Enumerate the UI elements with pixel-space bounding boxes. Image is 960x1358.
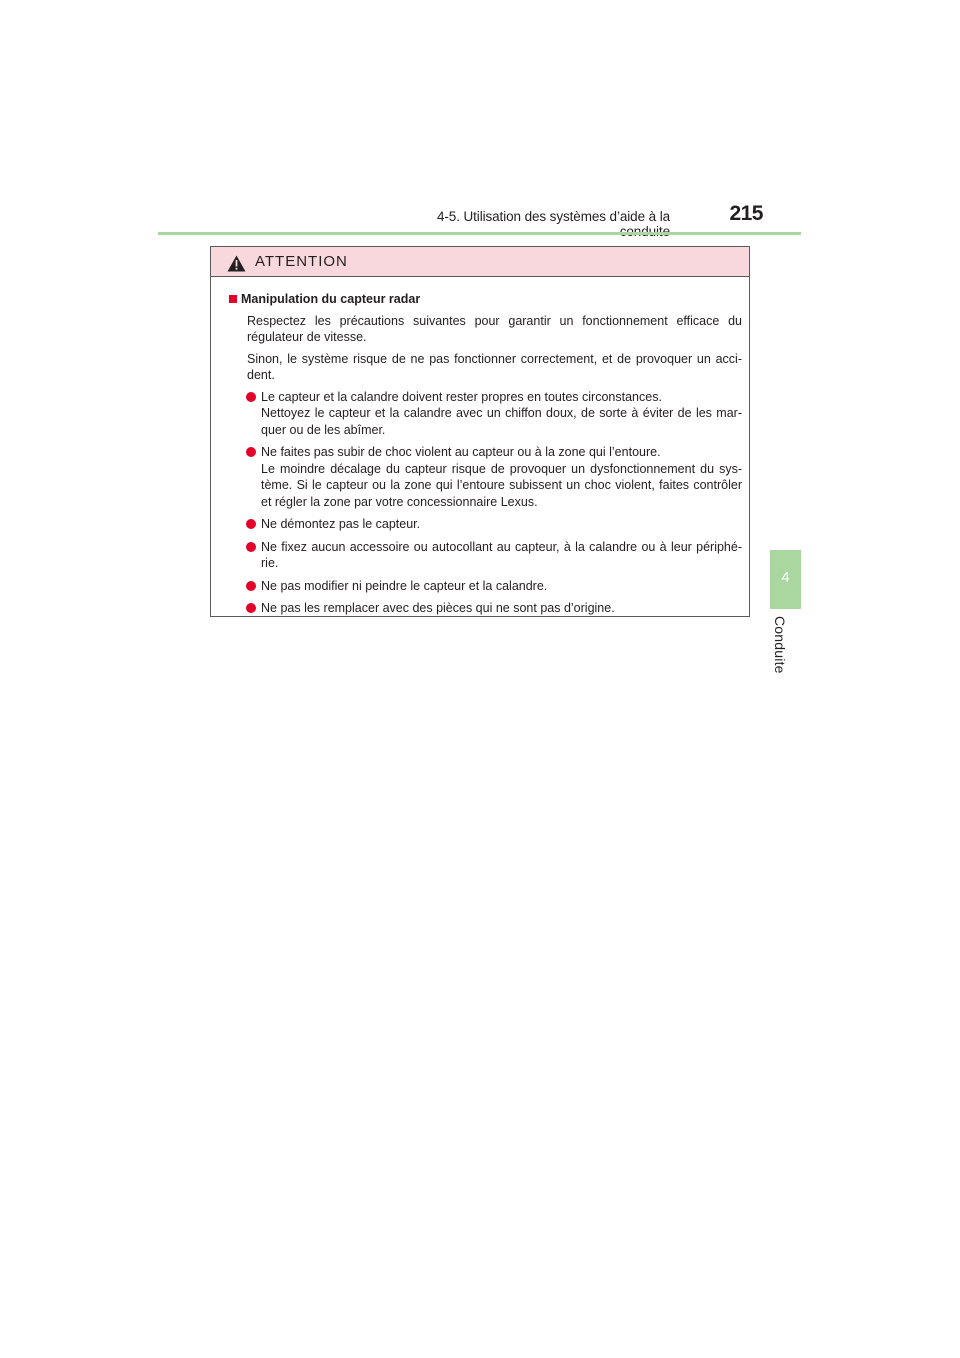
section-title: 4-5. Utilisation des systèmes d’aide à la (436, 209, 670, 224)
page-number: 215 (729, 202, 763, 225)
section-heading-text: Manipulation du capteur radar (241, 292, 421, 306)
list-item (229, 578, 742, 595)
paragraph: Respectez les précautions suivantes pour garantir un fonctionnement efficace du régulateur de vitesse. (247, 313, 742, 344)
warning-title: ATTENTION (255, 253, 348, 270)
header-rule (158, 232, 801, 235)
paragraph: Sinon, le système risque de ne pas fonctionner correctement, et de provoquer un acci-dent. (247, 351, 742, 382)
chapter-tab (770, 550, 801, 609)
list-item-text: Ne démontez pas le capteur. (261, 517, 421, 531)
warning-box (210, 246, 750, 617)
list-item (229, 600, 742, 617)
square-bullet-icon (229, 295, 237, 303)
list-item (229, 539, 742, 572)
round-bullet-icon (246, 542, 256, 552)
warning-body (211, 277, 749, 617)
chapter-label: Conduite (772, 616, 788, 674)
round-bullet-icon (246, 603, 256, 613)
warning-triangle-icon (227, 255, 246, 272)
round-bullet-icon (246, 447, 256, 457)
warning-header (211, 247, 749, 277)
round-bullet-icon (246, 392, 256, 402)
list-item-text: Ne pas les remplacer avec des pièces qui ne sont pas d’origine. (261, 601, 615, 615)
list-item (229, 389, 742, 439)
list-item-text: Ne pas modifier ni peindre le capteur et la calandre. (261, 578, 548, 593)
list-item-text: Le capteur et la calandre doivent rester propres en toutes circonstances. Nettoyez le capteur et la calandre avec un chiffon doux, de sorte à éviter de les mar-quer ou de les abîmer. (261, 389, 742, 437)
chapter-number: 4 (781, 569, 790, 586)
list-item (229, 516, 742, 533)
round-bullet-icon (246, 519, 256, 529)
section-heading (229, 291, 742, 308)
list-item-text: Ne fixez aucun accessoire ou autocollant au capteur, à la calandre ou à leur périphé-rie. (261, 539, 742, 570)
list-item-text: Ne faites pas subir de choc violent au capteur ou à la zone qui l’entoure. Le moindre décalage du capteur risque de provoquer un dysfonctionnement du sys-tème. Si le capteur ou la zone qui l’entoure subissent un choc violent, faites contrôler et régler la zone par votre concessionnaire Lexus. (261, 445, 742, 509)
round-bullet-icon (246, 581, 256, 591)
list-item (229, 444, 742, 510)
